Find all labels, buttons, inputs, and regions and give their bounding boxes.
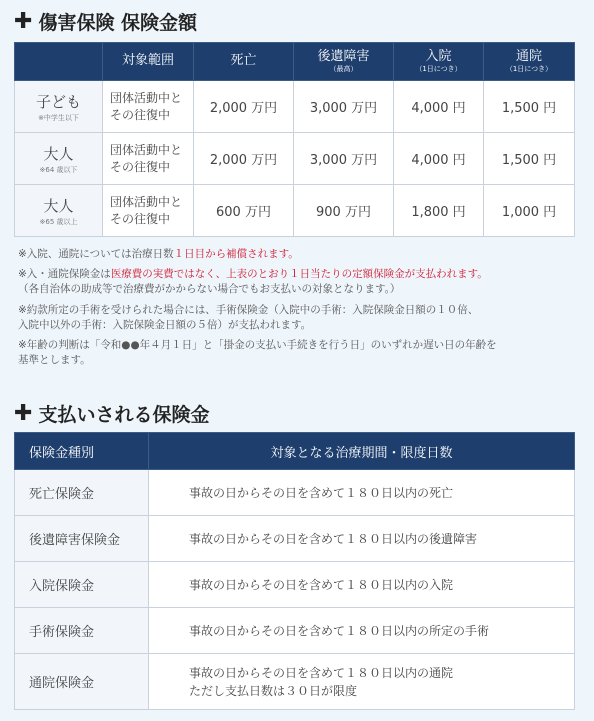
payout-desc xyxy=(149,470,575,516)
payout-header-row xyxy=(15,433,575,470)
payout-desc xyxy=(149,654,575,710)
header-hospital-sub: （1日につき） xyxy=(415,64,462,73)
scope-line: 団体活動中と xyxy=(110,91,183,106)
category-name: 大人 xyxy=(43,196,74,215)
notes-block xyxy=(18,247,578,374)
payout-desc-line: 事故の日からその日を含めて１８０日以内の所定の手術 xyxy=(189,623,490,638)
table-row xyxy=(15,562,575,608)
note-text: 基準とします。 xyxy=(18,354,91,367)
payout-type: 入院保険金 xyxy=(15,562,149,608)
scope-line: その往復中 xyxy=(110,211,171,226)
category-cell xyxy=(15,133,103,185)
header-death: 死亡 xyxy=(194,43,294,81)
header-outpatient-label: 通院 xyxy=(515,48,542,64)
payout-type: 後遺障害保険金 xyxy=(15,516,149,562)
note-highlight: 医療費の実費ではなく、上表のとおり１日当たりの定額保険金が支払われます。 xyxy=(110,268,488,281)
scope-cell xyxy=(103,185,194,237)
scope-line: 団体活動中と xyxy=(110,143,183,158)
header-disability-sub: （最高） xyxy=(329,64,358,73)
table-row xyxy=(15,81,575,133)
coverage-table xyxy=(14,42,575,237)
table-row xyxy=(15,470,575,516)
header-disability-label: 後遺障害 xyxy=(317,48,370,64)
note-item xyxy=(18,338,578,368)
disability-amount: 3,000 万円 xyxy=(294,81,394,133)
plus-icon: ✚ xyxy=(14,400,33,426)
table-row xyxy=(15,654,575,710)
table-row xyxy=(15,133,575,185)
note-text: 入院中以外の手術：入院保険金日額の５倍）が支払われます。 xyxy=(18,318,312,331)
header-category xyxy=(15,43,103,81)
payout-desc-line: 事故の日からその日を含めて１８０日以内の入院 xyxy=(189,577,454,592)
header-outpatient-sub: （1日につき） xyxy=(505,64,553,73)
category-cell xyxy=(15,185,103,237)
payout-type: 通院保険金 xyxy=(15,654,149,710)
note-item xyxy=(18,247,578,262)
header-hospital-label: 入院 xyxy=(425,48,452,64)
category-note: ※中学生以下 xyxy=(38,113,79,122)
section-title-coverage xyxy=(14,8,197,35)
note-text: ※入院、通院については治療日数 xyxy=(18,248,174,260)
payout-desc xyxy=(149,608,575,654)
outpatient-amount: 1,000 円 xyxy=(484,185,575,237)
note-text: ※約款所定の手術を受けられた場合には、手術保険金（入院中の手術：入院保険金日額の１０倍、 xyxy=(18,303,479,316)
payout-desc-line: ただし支払日数は３０日が限度 xyxy=(189,683,358,698)
scope-cell xyxy=(103,133,194,185)
coverage-header-row xyxy=(15,43,575,81)
death-amount: 600 万円 xyxy=(194,185,294,237)
note-item xyxy=(18,267,578,297)
table-row xyxy=(15,185,575,237)
payout-type: 手術保険金 xyxy=(15,608,149,654)
header-type: 保険金種別 xyxy=(15,433,149,470)
outpatient-amount: 1,500 円 xyxy=(484,81,575,133)
hospital-amount: 1,800 円 xyxy=(394,185,484,237)
payout-table xyxy=(14,432,575,710)
payout-type: 死亡保険金 xyxy=(15,470,149,516)
payout-desc xyxy=(149,562,575,608)
payout-desc-line: 事故の日からその日を含めて１８０日以内の死亡 xyxy=(189,485,454,500)
table-row xyxy=(15,516,575,562)
category-name: 子ども xyxy=(35,92,81,111)
header-hospital xyxy=(394,43,484,81)
header-scope: 対象範囲 xyxy=(103,43,194,81)
header-disability xyxy=(294,43,394,81)
payout-desc-line: 事故の日からその日を含めて１８０日以内の後遺障害 xyxy=(189,531,478,546)
plus-icon: ✚ xyxy=(14,8,33,34)
note-highlight: １日目から補償されます。 xyxy=(173,248,299,260)
category-cell xyxy=(15,81,103,133)
section-title-text: 傷害保険 保険金額 xyxy=(38,12,198,34)
hospital-amount: 4,000 円 xyxy=(394,133,484,185)
note-text: （各自治体の助成等で治療費がかからない場合でもお支払いの対象となります。） xyxy=(18,283,401,296)
scope-line: 団体活動中と xyxy=(110,195,183,210)
category-name: 大人 xyxy=(43,144,74,163)
note-item xyxy=(18,303,578,333)
scope-line: その往復中 xyxy=(110,107,171,122)
death-amount: 2,000 万円 xyxy=(194,133,294,185)
scope-line: その往復中 xyxy=(110,159,171,174)
disability-amount: 900 万円 xyxy=(294,185,394,237)
payout-desc-line: 事故の日からその日を含めて１８０日以内の通院 xyxy=(189,665,454,680)
scope-cell xyxy=(103,81,194,133)
header-period: 対象となる治療期間・限度日数 xyxy=(149,433,575,470)
hospital-amount: 4,000 円 xyxy=(394,81,484,133)
outpatient-amount: 1,500 円 xyxy=(484,133,575,185)
payout-desc xyxy=(149,516,575,562)
note-text: ※入・通院保険金は xyxy=(18,268,111,281)
section-title-payouts xyxy=(14,400,209,427)
note-text: ※年齢の判断は「令和●●年４月１日」と「掛金の支払い手続きを行う日」のいずれか遅い日の年齢を xyxy=(18,339,497,352)
section-title-text: 支払いされる保険金 xyxy=(38,404,210,426)
category-note: ※64 歳以下 xyxy=(39,165,78,174)
death-amount: 2,000 万円 xyxy=(194,81,294,133)
disability-amount: 3,000 万円 xyxy=(294,133,394,185)
category-note: ※65 歳以上 xyxy=(39,217,78,226)
header-outpatient xyxy=(484,43,575,81)
table-row xyxy=(15,608,575,654)
